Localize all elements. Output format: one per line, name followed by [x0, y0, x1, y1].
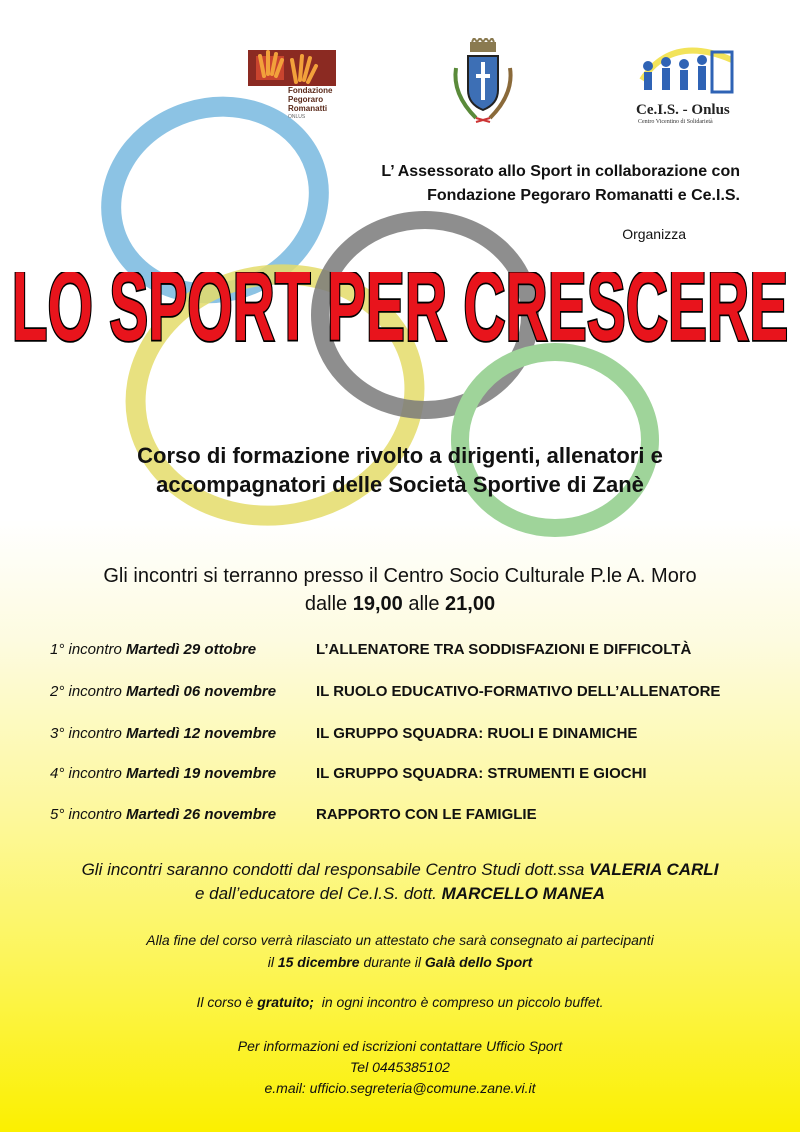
schedule-row — [50, 683, 770, 703]
fondazione-line-3: Romanatti — [288, 104, 328, 113]
meeting-date: Martedì 19 novembre — [126, 765, 277, 782]
meeting-label — [50, 641, 256, 658]
meeting-topic: L’ALLENATORE TRA SODDISFAZIONI E DIFFICOLTÀ — [316, 641, 692, 658]
fondazione-line-1: Fondazione — [288, 86, 333, 95]
time-from: 19,00 — [352, 593, 403, 615]
meeting-label — [50, 806, 276, 823]
certificate-pre: il — [267, 954, 274, 970]
meeting-number: 2° incontro — [50, 683, 122, 700]
crest-shield-icon — [446, 38, 520, 126]
meeting-topic: IL GRUPPO SQUADRA: RUOLI E DINAMICHE — [316, 725, 638, 742]
meeting-number: 1° incontro — [50, 641, 122, 658]
certificate-line-1: Alla fine del corso verrà rilasciato un attestato che sarà consegnato ai partecipanti — [146, 932, 654, 948]
time-from-label: dalle — [304, 593, 348, 615]
meeting-topic: RAPPORTO CON LE FAMIGLIE — [316, 806, 537, 823]
fondazione-onlus: ONLUS — [288, 114, 306, 120]
fondazione-line-2: Pegoraro — [288, 95, 324, 104]
fondazione-logo — [246, 42, 342, 132]
contact-phone: Tel 0445385102 — [350, 1059, 450, 1075]
certificate-line-2 — [30, 951, 770, 973]
time-to-label: alle — [408, 593, 440, 615]
conductor-1-name: VALERIA CARLI — [589, 860, 719, 879]
meeting-topic: IL RUOLO EDUCATIVO-FORMATIVO DELL’ALLENATORE — [316, 683, 721, 700]
ceis-subtitle: Centro Vicentino di Solidarietà — [638, 119, 713, 125]
meeting-date: Martedì 26 novembre — [126, 806, 277, 823]
conductors-info — [30, 858, 770, 906]
organizer-line-1: L’ Assessorato allo Sport in collaborazione con — [381, 163, 740, 180]
schedule-row — [50, 641, 770, 661]
certificate-date: 15 dicembre — [277, 954, 360, 970]
contact-info — [30, 1036, 770, 1099]
organizer-statement — [300, 160, 740, 208]
organizer-line-2: Fondazione Pegoraro Romanatti e Ce.I.S. — [427, 187, 740, 204]
free-word: gratuito; — [257, 994, 314, 1010]
fondazione-name — [288, 86, 332, 122]
venue-info — [30, 562, 770, 618]
meeting-label — [50, 765, 276, 782]
certificate-event: Galà dello Sport — [424, 954, 533, 970]
main-title-text: LO SPORT PER CRESCERE — [11, 272, 789, 363]
free-post: in ogni incontro è compreso un piccolo buffet. — [321, 994, 604, 1010]
ceis-logo — [632, 40, 738, 130]
subtitle-line-2: accompagnatori delle Società Sportive di Zanè — [156, 472, 644, 497]
course-subtitle — [40, 441, 760, 499]
main-title — [0, 272, 800, 382]
subtitle-line-1: Corso di formazione rivolto a dirigenti, allenatori e — [137, 443, 663, 468]
schedule-row — [50, 725, 770, 745]
conductor-2-name: MARCELLO MANEA — [441, 884, 606, 903]
time-line — [30, 590, 770, 618]
meeting-number: 3° incontro — [50, 725, 122, 742]
schedule-row — [50, 806, 770, 826]
meeting-label — [50, 725, 276, 742]
ceis-title: Ce.I.S. - Onlus — [636, 102, 730, 118]
meeting-number: 4° incontro — [50, 765, 122, 782]
meeting-topic: IL GRUPPO SQUADRA: STRUMENTI E GIOCHI — [316, 765, 647, 782]
meeting-date: Martedì 06 novembre — [126, 683, 277, 700]
conductor-line-1 — [30, 858, 770, 882]
conductor-line-2 — [30, 882, 770, 906]
people-icon — [632, 40, 738, 102]
venue-line: Gli incontri si terranno presso il Centro Socio Culturale P.le A. Moro — [103, 565, 697, 587]
organizza-label: Organizza — [622, 226, 686, 242]
meeting-date: Martedì 29 ottobre — [126, 641, 257, 658]
certificate-mid: durante il — [363, 954, 422, 970]
contact-email[interactable]: e.mail: ufficio.segreteria@comune.zane.vi.it — [264, 1080, 536, 1096]
certificate-info — [30, 929, 770, 973]
free-course-note — [30, 994, 770, 1010]
conductor-2-prefix: e dall’educatore del Ce.I.S. dott. — [194, 884, 437, 903]
municipal-crest — [446, 38, 520, 126]
free-pre: Il corso è — [196, 994, 254, 1010]
meeting-date: Martedì 12 novembre — [126, 725, 277, 742]
contact-line: Per informazioni ed iscrizioni contattare Ufficio Sport — [237, 1038, 563, 1054]
meeting-label — [50, 683, 276, 700]
schedule-row — [50, 765, 770, 785]
meeting-number: 5° incontro — [50, 806, 122, 823]
time-to: 21,00 — [445, 593, 496, 615]
conductor-1-prefix: Gli incontri saranno condotti dal responsabile Centro Studi dott.ssa — [81, 860, 585, 879]
